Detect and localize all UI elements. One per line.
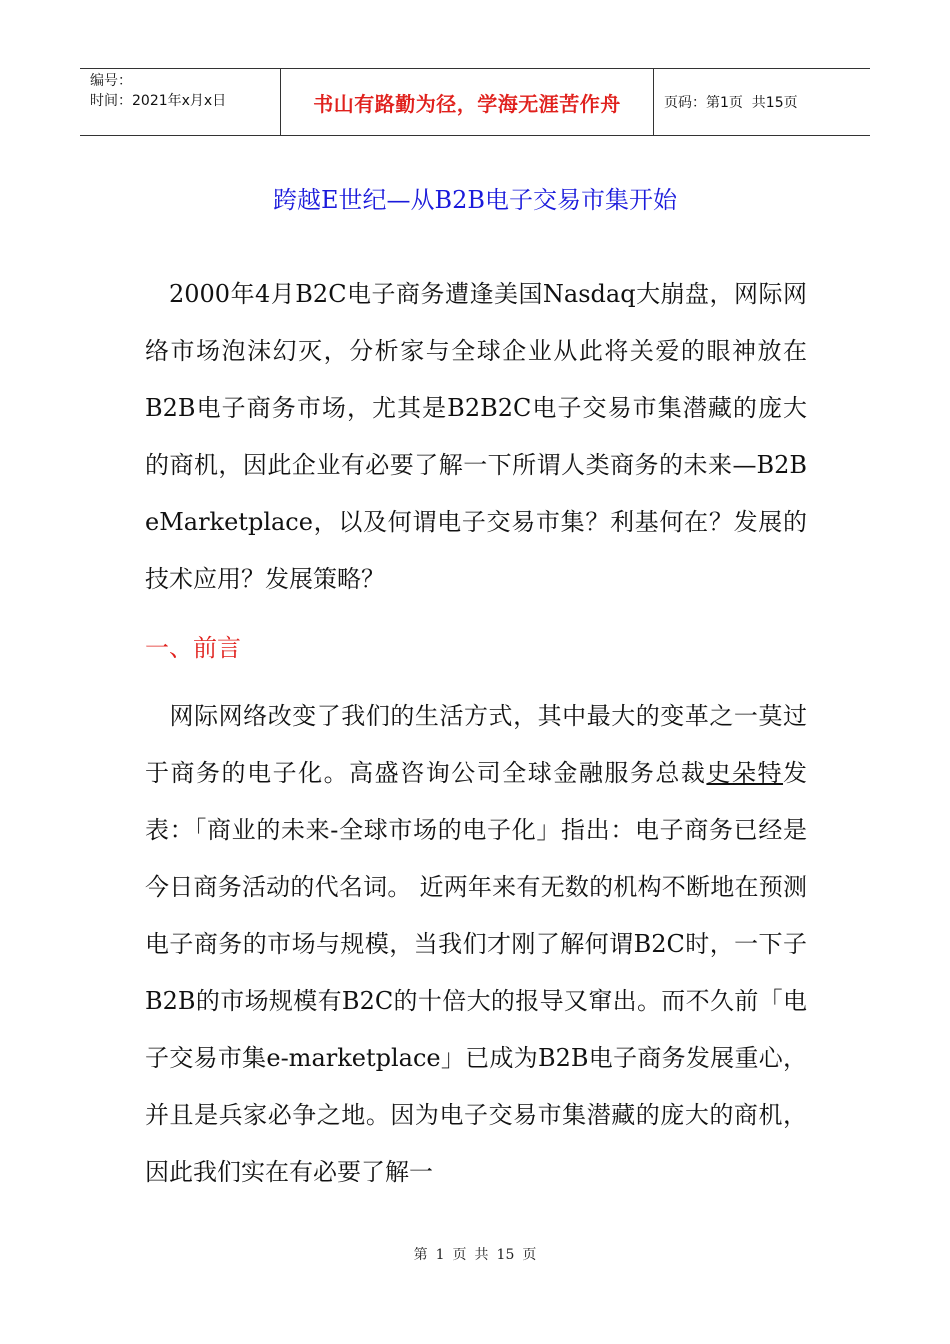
header-page-info-text: 页码：第1页 共15页: [664, 95, 798, 111]
footer-total-word: 共: [474, 1247, 489, 1263]
section-paragraph: [145, 688, 807, 1201]
footer-total-unit: 页: [522, 1247, 537, 1263]
footer-page-word: 第: [413, 1247, 428, 1263]
section-heading: 一、前言: [145, 634, 241, 662]
intro-paragraph-text: 2000年4月B2C电子商务遭逢美国Nasdaq大崩盘，网际网络市场泡沫幻灭，分析家与全球企业从此将关爱的眼神放在B2B电子商务市场，尤其是B2B2C电子交易市集潜藏的庞大的商机，因此企业有必要了解一下所谓人类商务的未来—B2B eMarketplace，以及何谓电子交易市集？利基何在？发展的技术应用？发展策略？: [145, 280, 807, 593]
date-label: 时间：2021年x月x日: [90, 93, 227, 109]
footer-page-number: 1: [435, 1247, 445, 1263]
intro-paragraph: [145, 266, 807, 608]
section-paragraph-text-start: 网际网络改变了我们的生活方式，其中最大的变革之一莫过于商务的电子化。高盛咨询公司全球金融服务总裁: [145, 702, 807, 787]
header-meta: [80, 69, 281, 135]
serial-number-label: 编号：: [90, 73, 132, 89]
footer-page-unit: 页: [452, 1247, 467, 1263]
page-footer: [0, 1244, 950, 1264]
footer-total-number: 15: [496, 1247, 515, 1263]
section-paragraph-text-end: 发表：「商业的未来-全球市场的电子化」指出：电子商务已经是今日商务活动的代名词。 近两年来有无数的机构不断地在预测电子商务的市场与规模，当我们才刚了解何谓B2C时，一下子B2B的市场规模有B2C的十倍大的报导又窜出。而不久前「电子交易市集e-marketplace」已成为B2B电子商务发展重心，并且是兵家必争之地。因为电子交易市集潜藏的庞大的商机，因此我们实在有必要了解一: [145, 759, 808, 1186]
header-motto: 书山有路勤为径，学海无涯苦作舟: [281, 69, 654, 135]
document-title: 跨越E世纪—从B2B电子交易市集开始: [272, 186, 678, 214]
header-page-info: [654, 69, 870, 135]
underlined-name-link[interactable]: 史朵特: [706, 759, 784, 787]
page-header: [80, 68, 870, 136]
